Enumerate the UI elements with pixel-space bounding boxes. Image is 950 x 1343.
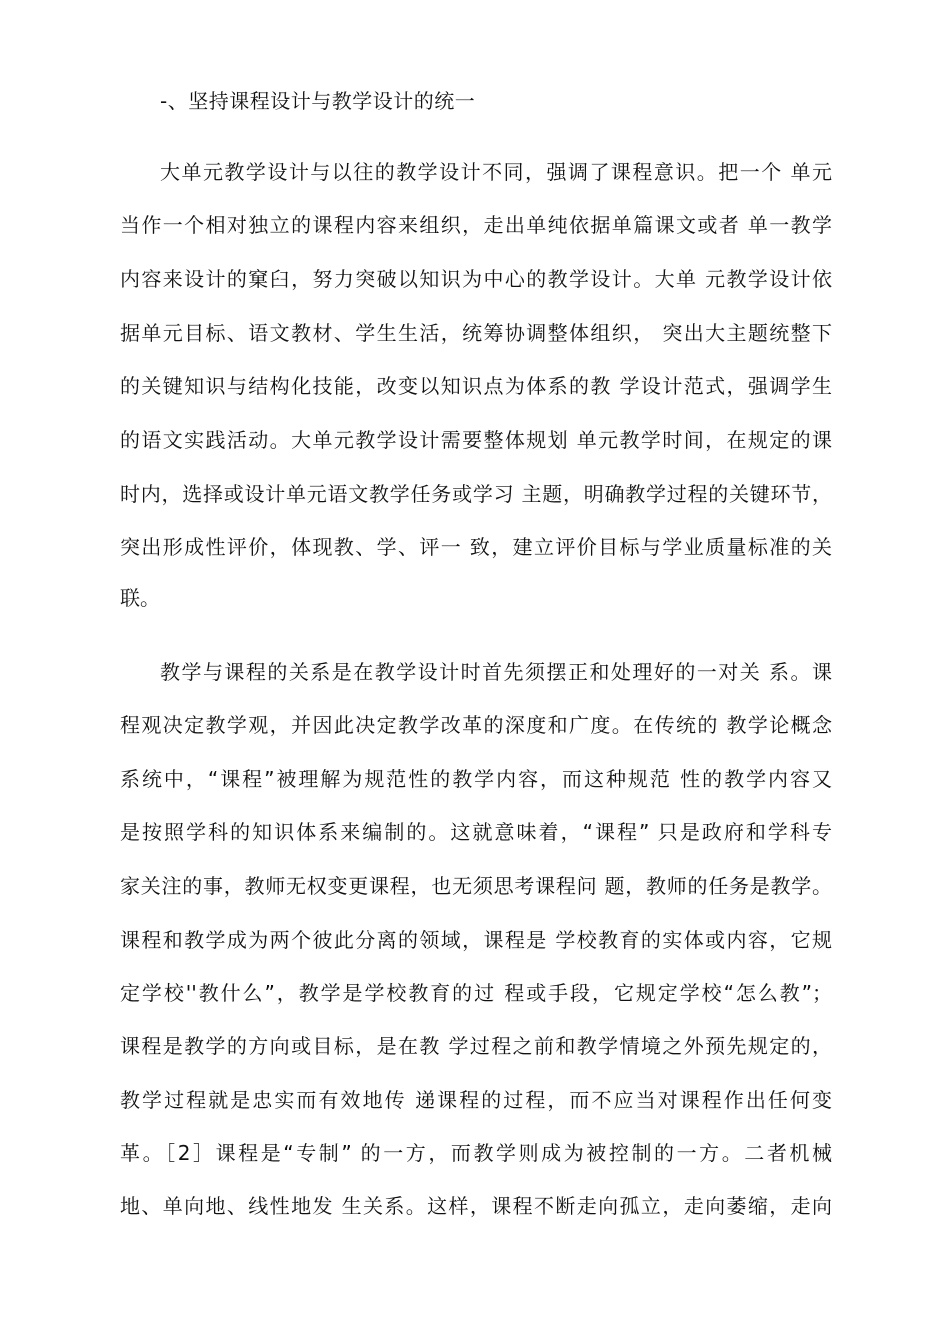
paragraph-2-line: 课程是教学的方向或目标，是在教 学过程之前和教学情境之外预先规定的， (120, 1034, 832, 1058)
paragraph-2-line: 定学校''教什么”，教学是学校教育的过 程或手段，它规定学校“怎么教”； (120, 981, 832, 1005)
paragraph-2-line: 革。［2］课程是“专制” 的一方，而教学则成为被控制的一方。二者机械 (120, 1141, 832, 1165)
paragraph-1-line: 当作一个相对独立的课程内容来组织，走出单纯依据单篇课文或者 单一教学 (120, 213, 832, 237)
paragraph-1-line: 突出形成性评价，体现教、学、评一 致，建立评价目标与学业质量标准的关 (120, 535, 832, 559)
paragraph-2-line: 课程和教学成为两个彼此分离的领域，课程是 学校教育的实体或内容，它规 (120, 928, 832, 952)
paragraph-2-line: 教学与课程的关系是在教学设计时首先须摆正和处理好的一对关 系。课 (160, 660, 832, 684)
paragraph-1-line: 大单元教学设计与以往的教学设计不同，强调了课程意识。把一个 单元 (160, 160, 832, 184)
paragraph-2-line: 地、单向地、线性地发 生关系。这样，课程不断走向孤立，走向萎缩，走向 (120, 1194, 832, 1218)
paragraph-1-line: 时内，选择或设计单元语文教学任务或学习 主题，明确教学过程的关键环节， (120, 482, 832, 506)
paragraph-1-line: 联。 (120, 586, 160, 610)
paragraph-1-line: 内容来设计的窠臼，努力突破以知识为中心的教学设计。大单 元教学设计依 (120, 267, 832, 291)
paragraph-2-line: 教学过程就是忠实而有效地传 递课程的过程，而不应当对课程作出任何变 (120, 1088, 832, 1112)
paragraph-1-line: 据单元目标、语文教材、学生生活，统筹协调整体组织， 突出大主题统整下 (120, 321, 832, 345)
section-heading: -、坚持课程设计与教学设计的统一 (160, 89, 476, 113)
paragraph-1-line: 的关键知识与结构化技能，改变以知识点为体系的教 学设计范式，强调学生 (120, 374, 832, 398)
paragraph-2-line: 程观决定教学观，并因此决定教学改革的深度和广度。在传统的 教学论概念 (120, 713, 832, 737)
paragraph-1-line: 的语文实践活动。大单元教学设计需要整体规划 单元教学时间，在规定的课 (120, 428, 832, 452)
paragraph-2-line: 家关注的事，教师无权变更课程，也无须思考课程问 题，教师的任务是教学。 (120, 874, 832, 898)
paragraph-2-line: 是按照学科的知识体系来编制的。这就意味着，“课程” 只是政府和学科专 (120, 820, 832, 844)
paragraph-2-line: 系统中，“课程”被理解为规范性的教学内容，而这种规范 性的教学内容又 (120, 767, 832, 791)
